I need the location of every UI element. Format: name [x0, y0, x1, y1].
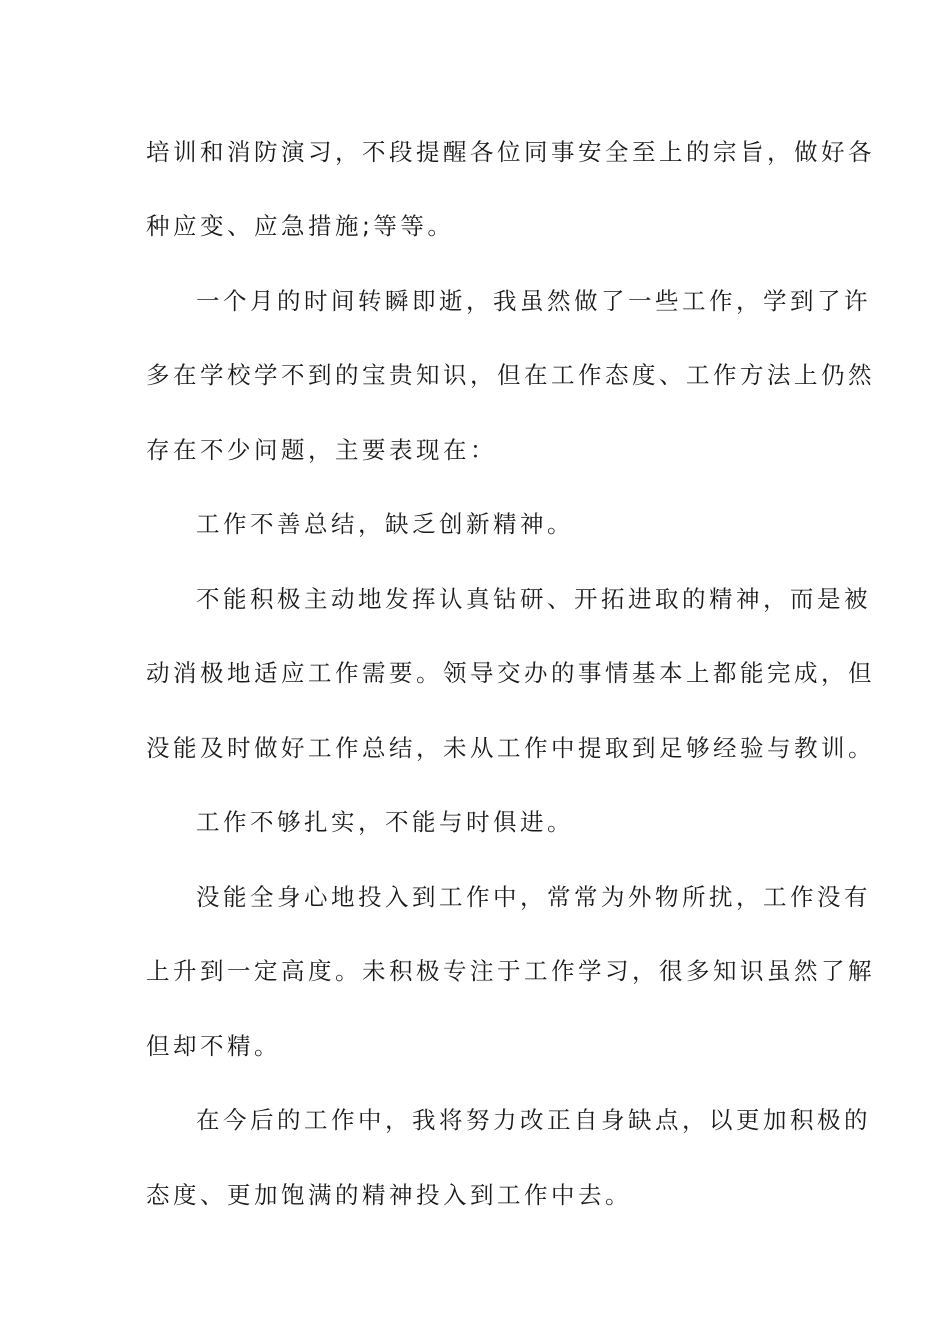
line-text: 种应变、应急措施;等等。	[146, 212, 455, 240]
line-text: 培训和消防演习，不段提醒各位同事安全至上的宗旨，做好各	[146, 138, 875, 166]
paragraph-line	[0, 1175, 950, 1215]
paragraph-line	[0, 430, 950, 470]
line-text: 工作不够扎实，不能与时俱进。	[196, 808, 574, 836]
paragraph-line	[0, 1026, 950, 1066]
line-text: 态度、更加饱满的精神投入到工作中去。	[146, 1181, 632, 1209]
section-heading	[0, 802, 950, 842]
section-heading	[0, 504, 950, 544]
paragraph-line	[0, 877, 950, 917]
line-text: 动消极地适应工作需要。领导交办的事情基本上都能完成，但	[146, 659, 875, 687]
line-text: 多在学校学不到的宝贵知识，但在工作态度、工作方法上仍然	[146, 361, 875, 389]
line-text: 工作不善总结，缺乏创新精神。	[196, 510, 574, 538]
paragraph-line	[0, 951, 950, 991]
paragraph-line	[0, 355, 950, 395]
line-text: 上升到一定高度。未积极专注于工作学习，很多知识虽然了解	[146, 957, 875, 985]
line-text: 没能全身心地投入到工作中，常常为外物所扰，工作没有	[196, 883, 871, 911]
line-text: 但却不精。	[146, 1032, 281, 1060]
paragraph-line	[0, 653, 950, 693]
paragraph-line	[0, 1100, 950, 1140]
line-text: 存在不少问题，主要表现在：	[146, 436, 497, 464]
paragraph-line	[0, 579, 950, 619]
line-text: 在今后的工作中，我将努力改正自身缺点，以更加积极的	[196, 1106, 871, 1134]
line-text: 不能积极主动地发挥认真钻研、开拓进取的精神，而是被	[196, 585, 871, 613]
line-text: 一个月的时间转瞬即逝，我虽然做了一些工作，学到了许	[196, 287, 871, 315]
paragraph-line	[0, 728, 950, 768]
paragraph-line	[0, 281, 950, 321]
paragraph-line	[0, 206, 950, 246]
paragraph-line	[0, 132, 950, 172]
line-text: 没能及时做好工作总结，未从工作中提取到足够经验与教训。	[146, 734, 875, 762]
